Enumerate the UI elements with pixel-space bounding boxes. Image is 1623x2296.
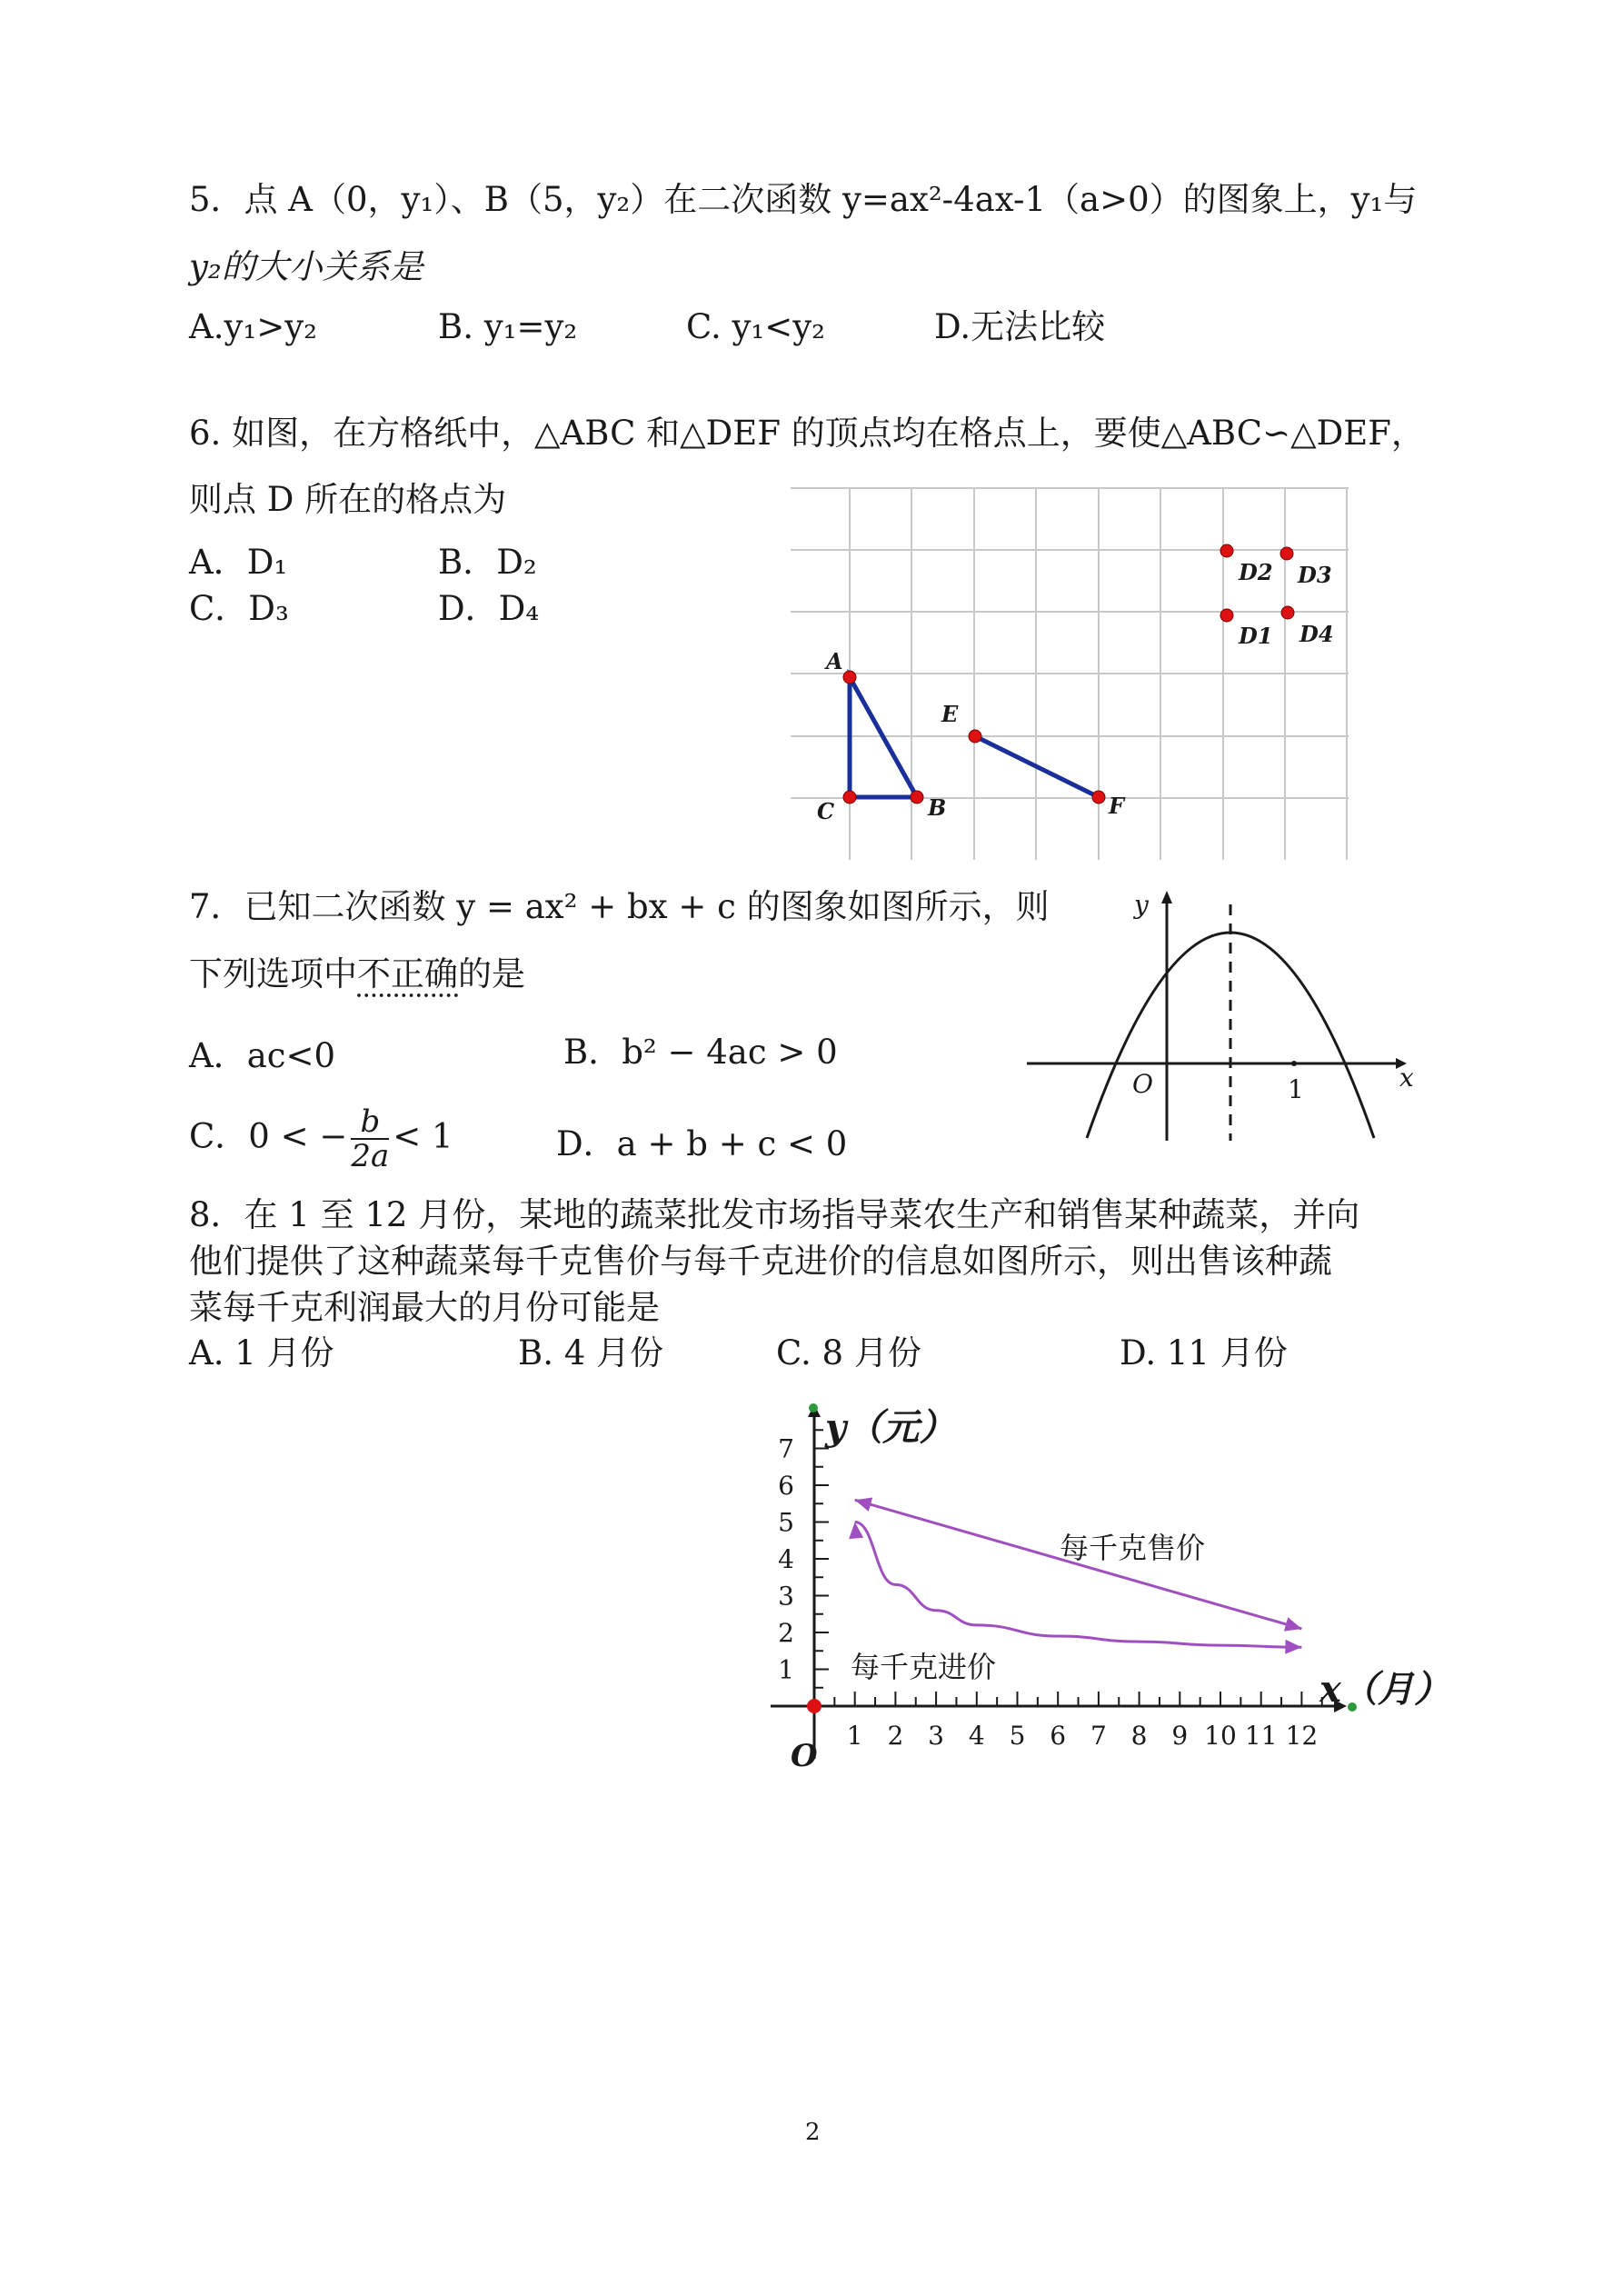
q7-line2 — [189, 954, 525, 994]
q7-y-arrow — [1161, 891, 1172, 903]
q5-line1: 5．点 A（0，y₁）、B（5，y₂）在二次函数 y=ax²-4ax-1（a>0）的图象上，y₁与 — [189, 180, 1418, 219]
chart-x-tick-label: 10 — [1204, 1721, 1237, 1751]
q7-parabola-figure — [1018, 882, 1436, 1145]
chart-y-axis-label: y（元） — [825, 1406, 956, 1449]
q8-option-c: C. 8 月份 — [776, 1333, 921, 1373]
q6-option-d: D．D₄ — [438, 589, 540, 628]
point-e — [969, 730, 981, 743]
q7-option-c — [189, 1105, 453, 1173]
q7-label-one: 1 — [1288, 1074, 1304, 1104]
q7-option-b: B．b² − 4ac > 0 — [563, 1033, 838, 1072]
chart-x-tick-label: 9 — [1171, 1721, 1189, 1751]
chart-x-tick-label: 11 — [1244, 1721, 1278, 1751]
q7-tick-one — [1291, 1061, 1297, 1066]
chart-y-tick-label: 1 — [778, 1654, 794, 1685]
label-f: F — [1109, 793, 1125, 819]
q7-label-y: y — [1134, 890, 1149, 920]
chart-y-tick-label: 3 — [778, 1581, 794, 1612]
chart-y-tick-label: 6 — [778, 1471, 794, 1501]
q7-label-x: x — [1399, 1063, 1414, 1093]
q8-line2: 他们提供了这种蔬菜每千克售价与每千克进价的信息如图所示，则出售该种蔬 — [189, 1242, 1332, 1281]
label-d1: D1 — [1239, 623, 1273, 649]
q6-line2: 则点 D 所在的格点为 — [189, 480, 507, 519]
series-label-purchase-price: 每千克进价 — [851, 1650, 997, 1684]
point-a — [843, 671, 856, 684]
chart-x-tick-label: 6 — [1050, 1721, 1067, 1751]
series-arrow-end — [1285, 1640, 1301, 1654]
label-d3: D3 — [1298, 562, 1332, 588]
chart-y-tick-label: 7 — [778, 1433, 794, 1464]
chart-x-tick-label: 3 — [928, 1721, 945, 1751]
q5-option-b: B. y₁=y₂ — [438, 307, 578, 346]
chart-y-tick-label: 5 — [778, 1507, 794, 1538]
q8-line1: 8．在 1 至 12 月份，某地的蔬菜批发市场指导菜农生产和销售某种蔬菜，并向 — [189, 1195, 1360, 1234]
label-a: A — [826, 648, 843, 674]
q7-line2-post: 的是 — [458, 954, 525, 993]
point-d4 — [1281, 606, 1294, 619]
q7-line2-pre: 下列选项中 — [189, 954, 357, 993]
chart-x-tick-label: 12 — [1285, 1721, 1319, 1751]
chart-x-tick-label: 1 — [846, 1721, 863, 1751]
q5-option-a: A.y₁>y₂ — [189, 307, 317, 346]
q8-price-chart — [763, 1400, 1481, 1782]
q6-line1: 6. 如图，在方格纸中，△ABC 和△DEF 的顶点均在格点上，要使△ABC∽△DEF， — [189, 414, 1425, 453]
point-d1 — [1220, 609, 1233, 622]
q8-option-b: B. 4 月份 — [518, 1333, 664, 1373]
point-d2 — [1220, 544, 1233, 557]
q8-option-a: A. 1 月份 — [189, 1333, 334, 1373]
q7-line1: 7．已知二次函数 y = ax² + bx + c 的图象如图所示，则 — [189, 887, 1050, 926]
q7-option-c-fraction — [351, 1105, 389, 1173]
chart-origin-dot — [807, 1699, 821, 1713]
chart-y-tick-label: 2 — [778, 1618, 794, 1648]
label-b: B — [928, 794, 947, 821]
chart-x-tick-label: 8 — [1130, 1721, 1148, 1751]
q6-option-a: A．D₁ — [189, 543, 288, 582]
q7-label-origin: O — [1132, 1069, 1153, 1099]
q7-option-d: D．a + b + c < 0 — [556, 1124, 848, 1163]
chart-x-tick-label: 2 — [887, 1721, 904, 1751]
chart-y-tick-label: 4 — [778, 1544, 794, 1574]
chart-x-tick-label: 4 — [968, 1721, 985, 1751]
q7-option-a: A．ac<0 — [189, 1036, 336, 1075]
q5-option-d: D.无法比较 — [934, 307, 1106, 346]
q8-option-d: D. 11 月份 — [1120, 1333, 1288, 1373]
page-number: 2 — [805, 2119, 821, 2146]
grid-lines — [791, 488, 1349, 860]
q6-option-c: C．D₃ — [189, 589, 289, 628]
q5-line2: y₂的大小关系是 — [189, 247, 423, 286]
chart-x-tick-label: 5 — [1009, 1721, 1026, 1751]
point-f — [1092, 791, 1105, 804]
q6-option-b: B．D₂ — [438, 543, 537, 582]
chart-x-tick-label: 7 — [1090, 1721, 1107, 1751]
series-label-selling-price: 每千克售价 — [1060, 1531, 1206, 1565]
q7-option-c-pre: C．0 < − — [189, 1116, 348, 1156]
label-c: C — [817, 798, 835, 824]
q8-line3: 菜每千克利润最大的月份可能是 — [189, 1288, 660, 1327]
chart-y-end-dot — [809, 1403, 818, 1413]
series-arrow-start — [855, 1497, 873, 1511]
point-b — [911, 791, 923, 804]
q7-option-c-denominator: 2a — [351, 1138, 390, 1174]
point-d3 — [1280, 547, 1293, 560]
chart-origin-label: O — [791, 1738, 818, 1774]
point-c — [843, 791, 856, 804]
label-d4: D4 — [1299, 621, 1334, 647]
q7-option-c-numerator: b — [360, 1103, 381, 1140]
chart-x-axis-label: x（月） — [1319, 1668, 1450, 1711]
label-e: E — [941, 701, 959, 727]
q6-grid-figure — [782, 482, 1363, 863]
q5-option-c: C. y₁<y₂ — [686, 307, 825, 346]
q7-line2-emphasis: 不正确 — [357, 954, 458, 993]
q7-option-c-post: < 1 — [393, 1116, 453, 1156]
label-d2: D2 — [1239, 559, 1273, 585]
series-arrow-end — [1284, 1617, 1302, 1631]
